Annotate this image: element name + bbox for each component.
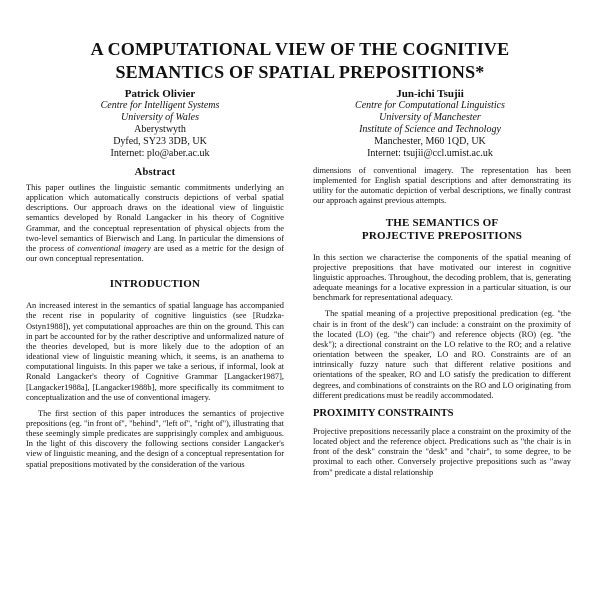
author-address: Dyfed, SY23 3DB, UK [113,136,207,147]
title-line-1: A COMPUTATIONAL VIEW OF THE COGNITIVE [90,39,510,59]
author-block-olivier [30,88,290,160]
author-email: Internet: tsujii@ccl.umist.ac.uk [367,148,493,159]
intro-paragraph: The first section of this paper introduces the semantics of projective prepositions (eg. "in front of", "behind", "left of", "right of"), illustrating that these seemingly simple predicates are supprisingly complex and ambiguous. In the light of this discovery the following sections consider Langacker's view of linguistic meaning, and the design of a conceptual representation for spatial prepositions motivated by the consideration of the various [26,408,284,469]
semantics-paragraph: The spatial meaning of a projective prepositional predication (eg. "the chair is in front of the desk") can include: a constraint on the proximity of the located (LO) (eg. "the chair") and reference objects (RO) (eg. "the desk"); a directional constraint on the LO relative to the RO; and a relative orientation between the speaker, LO and RO. Constraints are of an intrinsically fuzzy nature such that different relative positions and orientations of the speaker, RO and LO satisfy the predication to different degrees, and combinations of constraints on the RO and LO originating from different predications must be readily accommodated. [313,309,571,400]
title-line-2: SEMANTICS OF SPATIAL PREPOSITIONS* [115,62,485,82]
left-column [26,166,284,476]
introduction-heading: INTRODUCTION [109,278,201,291]
author-name: Patrick Olivier [124,88,196,100]
author-affiliation: University of Manchester [379,112,481,123]
author-name: Jun-ichi Tsujii [396,88,464,100]
author-address: Manchester, M60 1QD, UK [374,136,486,147]
abstract-text: This paper outlines the linguistic semantic commitments underlying an application which automatically constructs depictions of verbal spatial descriptions. Our approach draws on the ideational view of linguistic semantics developed by Ronald Langacker in his theory of Cognitive Grammar, and the conceptual representation of physical objects from the two-level semantics of Bierwisch and Lang. In particular the dimensions of the process of conventional imagery are used as a metric for the design of our own conceptual representation. [26,183,285,264]
author-email: Internet: plo@aber.ac.uk [110,148,210,159]
semantics-heading-line-1: THE SEMANTICS OF [385,216,499,229]
paper-title [20,38,580,84]
semantics-paragraph: In this section we characterise the components of the spatial meaning of projective prepositions that have motivated our interest in cognitive linguistic approaches. Throughout, the decoding problem, that is, generating adequate meanings for a locative expression in a particular situation, is our benchmark for representational adequacy. [313,252,571,303]
proximity-paragraph: Projective prepositions necessarily place a constraint on the proximity of the located object and the reference object. Predications such as "the chair is in front of the desk" constrain the "desk" and "chair", to some degree, to be proximal to each other. Conversely projective prepositions such as "away from" predicate a distal relationship [313,426,571,477]
abstract-heading: Abstract [134,167,176,178]
author-affiliation: Centre for Computational Linguistics [355,100,505,111]
semantics-heading [313,217,571,243]
proximity-heading: PROXIMITY CONSTRAINTS [313,407,454,419]
semantics-heading-line-2: PROJECTIVE PREPOSITIONS [361,229,523,242]
author-affiliation: Centre for Intelligent Systems [100,100,220,111]
author-affiliation: Institute of Science and Technology [359,124,501,135]
right-column [313,166,571,484]
abstract-emphasis: conventional imagery [77,243,151,253]
author-affiliation: University of Wales [121,112,199,123]
intro-paragraph: An increased interest in the semantics of spatial language has accompanied the recent rise in popularity of cognitive linguistics (see [Rudzka-Ostyn1988]), yet computational approaches are thin on the ground. This can in part be accounted for by the rather descriptive and unformalized nature of the theories developed, but is more likely due to the adoption of an ideational view of linguistic meaning which, it seems, is an anathema to computational linguists. In this paper we take a serious, if informal, look at Ronald Langacker's theory of Cognitive Grammar [Langacker1987], [Langacker1988a], [Langacker1988b], more specifically its commitment to conceptualization and the use of conventional imagery. [26,301,284,402]
author-address: Aberystwyth [134,124,186,135]
continuation-paragraph: dimensions of conventional imagery. The representation has been implemented for English spatial descriptions and after demonstrating its utility for the automatic depiction of verbal descriptions, we finally contrast our approach against previous attempts. [313,166,571,206]
author-block-tsujii [300,88,560,160]
